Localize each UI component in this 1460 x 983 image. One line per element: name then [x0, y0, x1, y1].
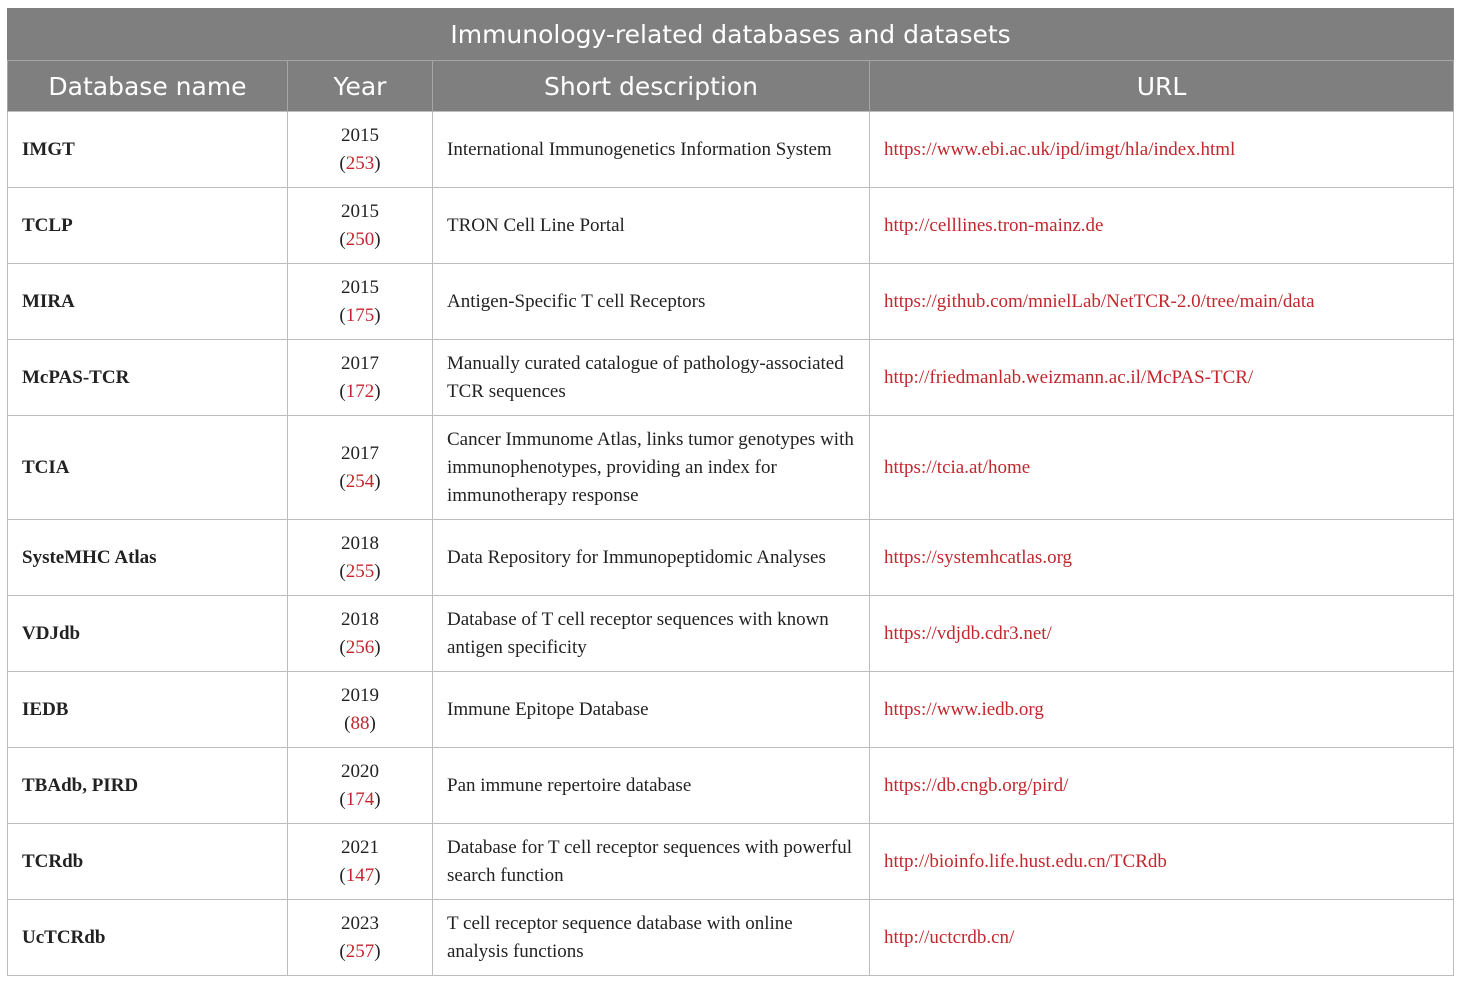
database-name: MIRA — [8, 264, 288, 340]
reference-link[interactable]: 253 — [345, 152, 375, 174]
table-row — [8, 264, 1454, 340]
reference-link[interactable]: 250 — [345, 228, 375, 250]
reference-link[interactable]: 174 — [345, 788, 375, 810]
reference-link[interactable]: 256 — [345, 636, 375, 658]
short-description: Manually curated catalogue of pathology-associated TCR sequences — [433, 340, 870, 416]
header-short-description: Short description — [433, 61, 870, 112]
short-description: International Immunogenetics Information System — [433, 112, 870, 188]
table-title-row — [8, 9, 1454, 61]
short-description: TRON Cell Line Portal — [433, 188, 870, 264]
short-description: Cancer Immunome Atlas, links tumor genotypes with immunophenotypes, providing an index for immunotherapy response — [433, 416, 870, 520]
table-header-row — [8, 61, 1454, 112]
year-value: 2015 — [341, 200, 379, 222]
database-name: IEDB — [8, 672, 288, 748]
table-row — [8, 416, 1454, 520]
year-cell: 2019 (88) — [288, 672, 433, 748]
url-link[interactable]: https://www.ebi.ac.uk/ipd/imgt/hla/index.html — [870, 112, 1454, 188]
table-row — [8, 596, 1454, 672]
header-url: URL — [870, 61, 1454, 112]
table-row — [8, 672, 1454, 748]
table-row — [8, 824, 1454, 900]
year-cell: 2017 (254) — [288, 416, 433, 520]
short-description: Database of T cell receptor sequences with known antigen specificity — [433, 596, 870, 672]
year-value: 2015 — [341, 124, 379, 146]
reference-link[interactable]: 147 — [345, 864, 375, 886]
reference-link[interactable]: 255 — [345, 560, 375, 582]
table-title: Immunology-related databases and datasets — [8, 9, 1454, 61]
table-row — [8, 520, 1454, 596]
reference-link[interactable]: 257 — [345, 940, 375, 962]
short-description: Pan immune repertoire database — [433, 748, 870, 824]
url-link[interactable]: https://vdjdb.cdr3.net/ — [870, 596, 1454, 672]
url-link[interactable]: http://friedmanlab.weizmann.ac.il/McPAS-TCR/ — [870, 340, 1454, 416]
year-cell: 2018 (256) — [288, 596, 433, 672]
table-row — [8, 112, 1454, 188]
year-value: 2018 — [341, 532, 379, 554]
year-cell: 2023 (257) — [288, 900, 433, 976]
year-cell: 2015 (175) — [288, 264, 433, 340]
database-name: UcTCRdb — [8, 900, 288, 976]
url-link[interactable]: https://db.cngb.org/pird/ — [870, 748, 1454, 824]
url-link[interactable]: http://celllines.tron-mainz.de — [870, 188, 1454, 264]
table-row — [8, 748, 1454, 824]
url-link[interactable]: https://systemhcatlas.org — [870, 520, 1454, 596]
year-value: 2015 — [341, 276, 379, 298]
database-name: McPAS-TCR — [8, 340, 288, 416]
short-description: Antigen-Specific T cell Receptors — [433, 264, 870, 340]
url-link[interactable]: http://uctcrdb.cn/ — [870, 900, 1454, 976]
short-description: T cell receptor sequence database with online analysis functions — [433, 900, 870, 976]
reference-link[interactable]: 175 — [345, 304, 375, 326]
reference-link[interactable]: 172 — [345, 380, 375, 402]
year-value: 2021 — [341, 836, 379, 858]
year-value: 2017 — [341, 442, 379, 464]
database-table — [7, 8, 1454, 976]
url-link[interactable]: https://github.com/mnielLab/NetTCR-2.0/tree/main/data — [870, 264, 1454, 340]
reference-link[interactable]: 254 — [345, 470, 375, 492]
database-name: TCRdb — [8, 824, 288, 900]
table-row — [8, 188, 1454, 264]
short-description: Immune Epitope Database — [433, 672, 870, 748]
short-description: Data Repository for Immunopeptidomic Analyses — [433, 520, 870, 596]
year-cell: 2018 (255) — [288, 520, 433, 596]
database-table-container — [7, 8, 1453, 976]
database-name: IMGT — [8, 112, 288, 188]
database-name: SysteMHC Atlas — [8, 520, 288, 596]
year-cell: 2017 (172) — [288, 340, 433, 416]
year-value: 2019 — [341, 684, 379, 706]
year-value: 2023 — [341, 912, 379, 934]
database-name: TCLP — [8, 188, 288, 264]
year-cell: 2015 (250) — [288, 188, 433, 264]
database-name: TCIA — [8, 416, 288, 520]
database-name: TBAdb, PIRD — [8, 748, 288, 824]
url-link[interactable]: https://tcia.at/home — [870, 416, 1454, 520]
header-database-name: Database name — [8, 61, 288, 112]
year-value: 2020 — [341, 760, 379, 782]
year-value: 2018 — [341, 608, 379, 630]
header-year: Year — [288, 61, 433, 112]
short-description: Database for T cell receptor sequences with powerful search function — [433, 824, 870, 900]
table-row — [8, 900, 1454, 976]
year-cell: 2020 (174) — [288, 748, 433, 824]
database-name: VDJdb — [8, 596, 288, 672]
reference-link[interactable]: 88 — [350, 712, 370, 734]
year-value: 2017 — [341, 352, 379, 374]
url-link[interactable]: http://bioinfo.life.hust.edu.cn/TCRdb — [870, 824, 1454, 900]
url-link[interactable]: https://www.iedb.org — [870, 672, 1454, 748]
year-cell: 2015 (253) — [288, 112, 433, 188]
table-row — [8, 340, 1454, 416]
year-cell: 2021 (147) — [288, 824, 433, 900]
